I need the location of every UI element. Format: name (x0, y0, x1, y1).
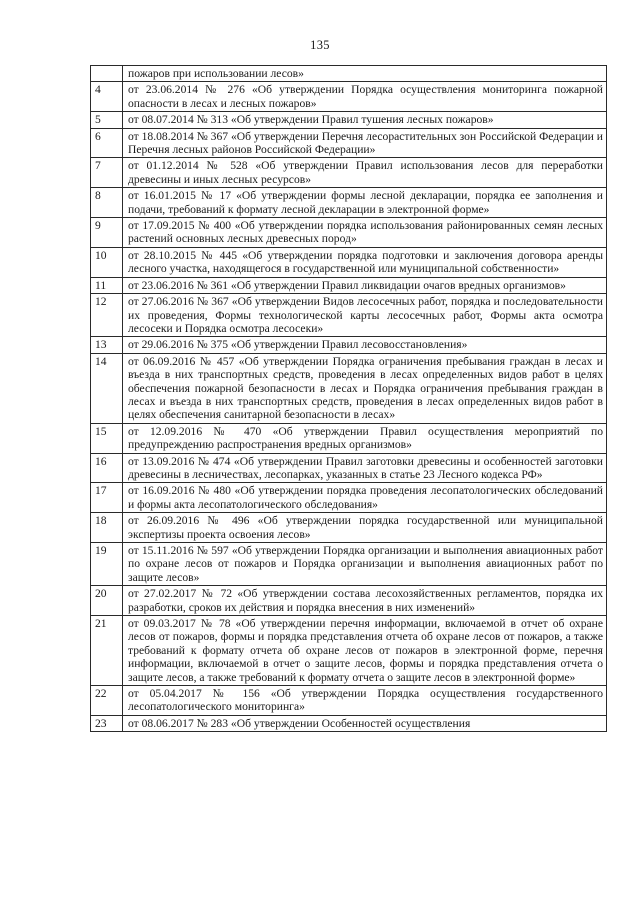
row-text: от 16.09.2016 № 480 «Об утверждении порядка проведения лесопатологических обследований и формы акта лесопатологического обследования» (123, 483, 607, 513)
table-row (91, 66, 607, 82)
row-number: 10 (91, 247, 123, 277)
row-number: 16 (91, 453, 123, 483)
row-text: от 18.08.2014 № 367 «Об утверждении Перечня лесорастительных зон Российской Федерации и Перечня лесных районов Российской Федерации» (123, 128, 607, 158)
row-number: 19 (91, 543, 123, 586)
table-row (91, 82, 607, 112)
table-row (91, 188, 607, 218)
row-text: от 27.02.2017 № 72 «Об утверждении состава лесохозяйственных регламентов, порядка их разработки, сроков их действия и порядка внесения в них изменений» (123, 586, 607, 616)
table-row (91, 353, 607, 423)
table-row (91, 543, 607, 586)
row-number: 20 (91, 586, 123, 616)
row-text: от 26.09.2016 № 496 «Об утверждении порядка государственной или муниципальной экспертизы проекта освоения лесов» (123, 513, 607, 543)
row-number: 7 (91, 158, 123, 188)
row-text: от 08.06.2017 № 283 «Об утверждении Особенностей осуществления (123, 715, 607, 731)
table-row (91, 686, 607, 716)
row-number: 9 (91, 218, 123, 248)
row-text: от 17.09.2015 № 400 «Об утверждении порядка использования районированных семян лесных растений основных лесных древесных пород» (123, 218, 607, 248)
table-row (91, 423, 607, 453)
row-text: от 29.06.2016 № 375 «Об утверждении Правил лесовосстановления» (123, 337, 607, 353)
row-text: от 23.06.2014 № 276 «Об утверждении Порядка осуществления мониторинга пожарной опасности в лесах и лесных пожаров» (123, 82, 607, 112)
row-number: 8 (91, 188, 123, 218)
row-text: от 15.11.2016 № 597 «Об утверждении Порядка организации и выполнения авиационных работ по охране лесов от пожаров и Порядка организации и выполнения авиационных работ по защите лесов» (123, 543, 607, 586)
table-row (91, 128, 607, 158)
row-text: от 13.09.2016 № 474 «Об утверждении Правил заготовки древесины и особенностей заготовки древесины в лесничествах, лесопарках, указанных в статье 23 Лесного кодекса РФ» (123, 453, 607, 483)
row-number: 21 (91, 616, 123, 686)
row-text: от 08.07.2014 № 313 «Об утверждении Правил тушения лесных пожаров» (123, 112, 607, 128)
row-text: от 23.06.2016 № 361 «Об утверждении Правил ликвидации очагов вредных организмов» (123, 277, 607, 293)
row-text: от 27.06.2016 № 367 «Об утверждении Видов лесосечных работ, порядка и последовательности их проведения, Формы технологической карты лесосечных работ, Формы акта осмотра лесосеки и Порядка осмотра лесосеки» (123, 294, 607, 337)
row-number: 11 (91, 277, 123, 293)
regulations-table-body (91, 66, 607, 732)
row-text: от 05.04.2017 № 156 «Об утверждении Порядка осуществления государственного лесопатологического мониторинга» (123, 686, 607, 716)
row-number: 15 (91, 423, 123, 453)
row-number: 23 (91, 715, 123, 731)
table-row (91, 616, 607, 686)
table-row (91, 483, 607, 513)
row-number: 14 (91, 353, 123, 423)
table-row (91, 158, 607, 188)
table-row (91, 277, 607, 293)
row-text: от 01.12.2014 № 528 «Об утверждении Правил использования лесов для переработки древесины и иных лесных ресурсов» (123, 158, 607, 188)
row-text: от 09.03.2017 № 78 «Об утверждении перечня информации, включаемой в отчет об охране лесов от пожаров, формы и порядка представления отчета об охране лесов от пожаров, а также требований к формату отчета об охране лесов от пожаров в электронной форме, перечня информации, включаемой в отчет о защите лесов, формы и порядка представления отчета о защите лесов, а также требований к формату отчета о защите лесов в электронной форме» (123, 616, 607, 686)
table-row (91, 247, 607, 277)
table-row (91, 294, 607, 337)
table-row (91, 513, 607, 543)
row-number: 4 (91, 82, 123, 112)
row-number (91, 66, 123, 82)
table-row (91, 218, 607, 248)
table-row (91, 586, 607, 616)
row-number: 22 (91, 686, 123, 716)
table-row (91, 715, 607, 731)
row-number: 5 (91, 112, 123, 128)
row-text: от 28.10.2015 № 445 «Об утверждении порядка подготовки и заключения договора аренды лесного участка, находящегося в государственной или муниципальной собственности» (123, 247, 607, 277)
table-row (91, 337, 607, 353)
table-row (91, 112, 607, 128)
row-text: пожаров при использовании лесов» (123, 66, 607, 82)
row-number: 13 (91, 337, 123, 353)
row-number: 6 (91, 128, 123, 158)
page-number: 135 (310, 38, 330, 52)
row-text: от 12.09.2016 № 470 «Об утверждении Правил осуществления мероприятий по предупреждению распространения вредных организмов» (123, 423, 607, 453)
row-number: 17 (91, 483, 123, 513)
row-text: от 16.01.2015 № 17 «Об утверждении формы лесной декларации, порядка ее заполнения и подачи, требований к формату лесной декларации в электронной форме» (123, 188, 607, 218)
row-text: от 06.09.2016 № 457 «Об утверждении Порядка ограничения пребывания граждан в лесах и въезда в них транспортных средств, проведения в лесах определенных видов работ в целях обеспечения пожарной безопасности в лесах и Порядка ограничения пребывания граждан в лесах и въезда в них транспортных средств, проведения в лесах определенных видов работ в целях обеспечения санитарной безопасности в лесах» (123, 353, 607, 423)
regulations-table (90, 65, 607, 732)
row-number: 12 (91, 294, 123, 337)
table-row (91, 453, 607, 483)
row-number: 18 (91, 513, 123, 543)
